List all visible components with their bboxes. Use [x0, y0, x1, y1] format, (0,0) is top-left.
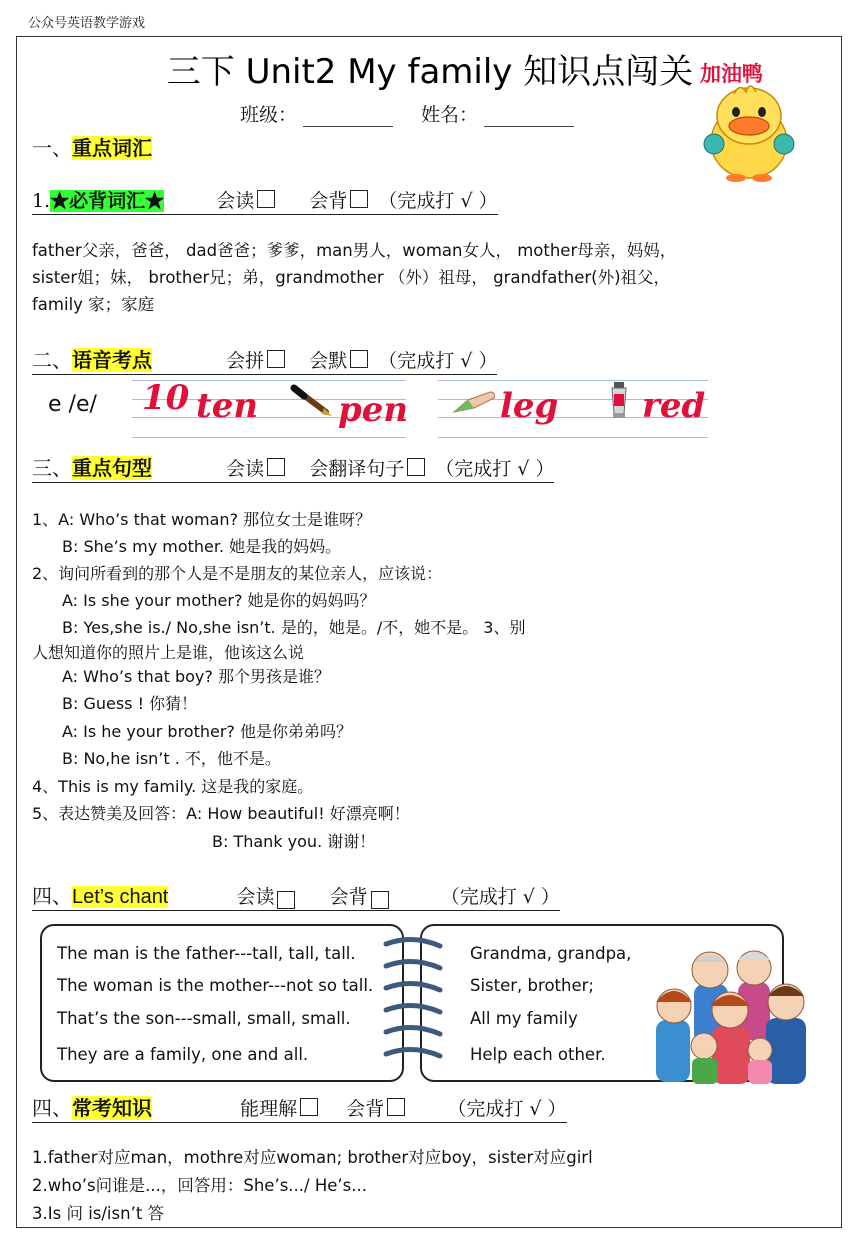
section4-num: 四、 — [32, 884, 72, 908]
section5-title: 常考知识 — [72, 1096, 152, 1120]
paint-tube-icon — [608, 380, 630, 420]
checkbox-read[interactable] — [277, 891, 295, 909]
sentence-line: A: Is he your brother? 他是你弟弟吗？ — [62, 722, 353, 741]
vocab-list — [32, 237, 772, 318]
sentence-line: 4、This is my family. 这是我的家庭。 — [32, 777, 314, 796]
chant-line: Help each other. — [470, 1045, 606, 1064]
section1-num: 一、 — [32, 136, 72, 160]
option-translate: 会翻译句子 — [309, 458, 405, 480]
name-blank[interactable] — [484, 108, 574, 127]
sentence-line: A: Who’s that boy? 那个男孩是谁？ — [62, 667, 330, 686]
sticker-text: 加油鸭 — [700, 62, 763, 86]
knowledge-line: 3.Is 问 is/isn’t 答 — [32, 1204, 165, 1223]
notebook-rings-icon — [378, 934, 448, 1074]
option-read: 会读 — [226, 458, 265, 480]
sentence-line: B: She’s my mother. 她是我的妈妈。 — [62, 537, 342, 556]
chant-line: They are a family, one and all. — [57, 1045, 309, 1064]
section4-title: Let’s chant — [72, 886, 169, 908]
sentence-line: B: Thank you. 谢谢！ — [212, 832, 376, 851]
section1-note: （完成打 √ ） — [378, 190, 498, 212]
section2-num: 二、 — [32, 348, 72, 372]
option-read: 会读 — [236, 886, 275, 908]
checkbox-dictate[interactable] — [350, 350, 368, 368]
sentence-line: 2、询问所看到的那个人是不是朋友的某位亲人，应该说： — [32, 564, 443, 583]
checkbox-recite[interactable] — [387, 1098, 405, 1116]
phonics-word-pen: pen — [338, 390, 409, 430]
chant-line: The man is the father---tall, tall, tall. — [57, 944, 356, 963]
section5-note: （完成打 √ ） — [447, 1098, 567, 1120]
checkbox-understand[interactable] — [300, 1098, 318, 1116]
section1-checklist — [32, 186, 498, 213]
class-blank[interactable] — [303, 108, 393, 127]
pen-icon — [290, 384, 334, 418]
phonics-word-ten: ten — [196, 386, 259, 426]
chant-line: Grandma, grandpa, — [470, 944, 632, 963]
phonics-word-leg: leg — [500, 386, 559, 426]
section1-sub-num: 1. — [32, 190, 51, 212]
option-spell: 会拼 — [226, 350, 265, 372]
vocab-line: sister姐；妹， brother兄；弟，grandmother （外）祖母， grandfather(外)祖父， — [32, 268, 671, 287]
knowledge-line: 1.father对应man，mothre对应woman; brother对应boy，sister对应girl — [32, 1148, 593, 1167]
chant-line: All my family — [470, 1009, 578, 1028]
section4-heading — [32, 880, 560, 909]
sentence-line: B: Guess ! 你猜！ — [62, 694, 198, 713]
option-recite: 会背 — [329, 886, 368, 908]
checkbox-read[interactable] — [257, 190, 275, 208]
section4-note: （完成打 √ ） — [440, 886, 560, 908]
vocab-line: family 家；家庭 — [32, 295, 155, 314]
chant-line: Sister, brother; — [470, 976, 594, 995]
section3-num: 三、 — [32, 456, 72, 480]
checkbox-recite[interactable] — [350, 190, 368, 208]
page-title: 三下 Unit2 My family 知识点闯关 — [166, 52, 694, 92]
section1-heading — [32, 132, 152, 161]
sentence-line: 1、A: Who’s that woman? 那位女士是谁呀？ — [32, 510, 372, 529]
section3-heading — [32, 452, 554, 481]
section1-sub-title: ★必背词汇★ — [50, 190, 165, 212]
option-dictate: 会默 — [309, 350, 348, 372]
name-label: 姓名： — [421, 104, 479, 126]
checkbox-read[interactable] — [267, 458, 285, 476]
option-read: 会读 — [216, 190, 255, 212]
chant-line: The woman is the mother---not so tall. — [57, 976, 374, 995]
section2-title: 语音考点 — [72, 348, 152, 372]
sentence-line: B: Yes,she is./ No,she isn’t. 是的，她是。/不，她不是。 3、别 — [62, 618, 526, 637]
option-recite: 会背 — [346, 1098, 385, 1120]
checkbox-translate[interactable] — [407, 458, 425, 476]
section5-heading — [32, 1092, 567, 1121]
phonics-label: e /e/ — [48, 392, 97, 417]
section2-heading — [32, 344, 497, 373]
phonics-word-red: red — [642, 386, 706, 426]
family-illustration-icon — [652, 940, 814, 1086]
leg-icon — [450, 386, 500, 416]
sentence-line: B: No,he isn’t . 不，他不是。 — [62, 749, 281, 768]
class-label: 班级： — [240, 104, 298, 126]
phonics-number-10: 10 — [142, 378, 190, 418]
option-understand: 能理解 — [240, 1098, 298, 1120]
watermark: 公众号英语教学游戏 — [28, 16, 146, 31]
checkbox-spell[interactable] — [267, 350, 285, 368]
section3-note: （完成打 √ ） — [435, 458, 555, 480]
section3-title: 重点句型 — [72, 456, 152, 480]
sentence-line: A: Is she your mother? 她是你的妈妈吗？ — [62, 591, 376, 610]
section1-title: 重点词汇 — [72, 136, 152, 160]
checkbox-recite[interactable] — [371, 891, 389, 909]
chant-line: That’s the son---small, small, small. — [57, 1009, 351, 1028]
sentence-line: 5、表达赞美及回答：A: How beautiful! 好漂亮啊！ — [32, 804, 410, 823]
knowledge-line: 2.who’s问谁是...，回答用：She’s.../ He’s... — [32, 1176, 367, 1195]
section2-note: （完成打 √ ） — [378, 350, 498, 372]
section5-num: 四、 — [32, 1096, 72, 1120]
student-info — [240, 100, 602, 127]
option-recite: 会背 — [309, 190, 348, 212]
sentence-line: 人想知道你的照片上是谁，他该这么说 — [32, 643, 305, 662]
vocab-line: father父亲，爸爸， dad爸爸；爹爹，man男人，woman女人， mother母亲，妈妈， — [32, 241, 677, 260]
